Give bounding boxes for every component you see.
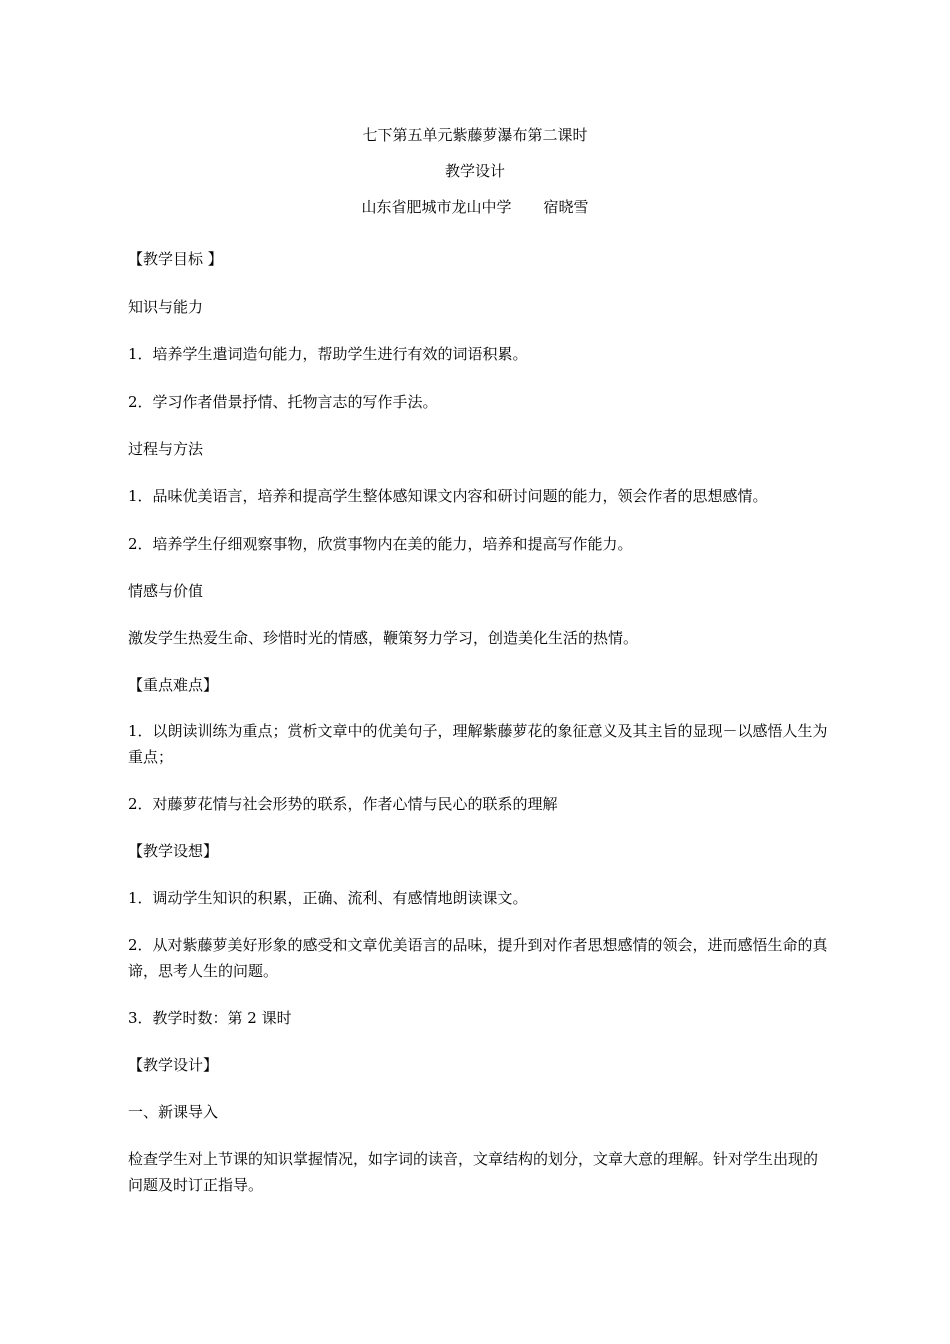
author-name: 宿晓雪 xyxy=(543,198,589,216)
intro-heading: 一、新课导入 xyxy=(128,1103,219,1121)
ideas-item-3: 3．教学时数：第 2 课时 xyxy=(128,1009,292,1027)
process-item-2: 2．培养学生仔细观察事物，欣赏事物内在美的能力，培养和提高写作能力。 xyxy=(128,535,633,553)
document-subtitle: 教学设计 xyxy=(444,162,505,180)
knowledge-heading: 知识与能力 xyxy=(128,298,204,316)
process-heading: 过程与方法 xyxy=(128,440,204,458)
process-item-1: 1．品味优美语言，培养和提高学生整体感知课文内容和研讨问题的能力，领会作者的思想感情。 xyxy=(128,487,768,505)
ideas-item-2: 2．从对紫藤萝美好形象的感受和文章优美语言的品味，提升到对作者思想感情的领会，进而感悟生命的真谛，思考人生的问题。 xyxy=(128,936,828,980)
knowledge-item-2: 2．学习作者借景抒情、托物言志的写作手法。 xyxy=(128,393,438,411)
intro-item-1: 检查学生对上节课的知识掌握情况，如字词的读音，文章结构的划分，文章大意的理解。针对学生出现的问题及时订正指导。 xyxy=(128,1150,819,1194)
design-heading: 【教学设计】 xyxy=(128,1056,219,1074)
author-line xyxy=(0,196,950,217)
ideas-item-1: 1．调动学生知识的积累，正确、流利、有感情地朗读课文。 xyxy=(128,889,528,907)
document-title: 七下第五单元紫藤萝瀑布第二课时 xyxy=(362,126,588,144)
keypoints-item-1: 1．以朗读训练为重点；赏析文章中的优美句子，理解紫藤萝花的象征意义及其主旨的显现－以感悟人生为重点； xyxy=(128,722,828,766)
values-item-1: 激发学生热爱生命、珍惜时光的情感，鞭策努力学习，创造美化生活的热情。 xyxy=(128,629,639,647)
school-name: 山东省肥城市龙山中学 xyxy=(361,198,512,216)
knowledge-item-1: 1．培养学生遣词造句能力，帮助学生进行有效的词语积累。 xyxy=(128,345,528,363)
ideas-heading: 【教学设想】 xyxy=(128,842,219,860)
objectives-heading: 【教学目标 】 xyxy=(128,250,223,268)
values-heading: 情感与价值 xyxy=(128,582,204,600)
keypoints-item-2: 2．对藤萝花情与社会形势的联系，作者心情与民心的联系的理解 xyxy=(128,795,558,813)
keypoints-heading: 【重点难点】 xyxy=(128,676,219,694)
